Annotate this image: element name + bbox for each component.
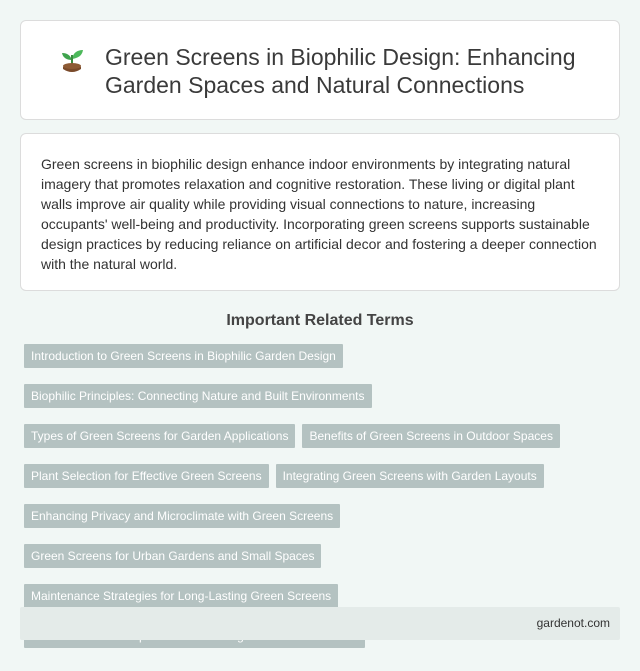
- page-title: Green Screens in Biophilic Design: Enhancing Garden Spaces and Natural Connections: [105, 44, 576, 98]
- description-text: Green screens in biophilic design enhance indoor environments by integrating natural imagery that promotes relaxation and cognitive restoration. These living or digital plant walls improve air quality while providing visual connections to nature, increasing occupants' well-being and productivity. Incorporating green screens supports sustainable design practices by reducing reliance on artificial decor and fostering a deeper connection with the natural world.: [41, 156, 597, 272]
- related-term-tag[interactable]: Green Screens for Urban Gardens and Small Spaces: [24, 544, 321, 568]
- seedling-icon: [59, 45, 85, 75]
- header: [59, 43, 599, 99]
- related-term-tag[interactable]: Maintenance Strategies for Long-Lasting Green Screens: [24, 584, 338, 608]
- related-term-tag[interactable]: Enhancing Privacy and Microclimate with Green Screens: [24, 504, 340, 528]
- footer-site-link[interactable]: gardenot.com: [536, 616, 610, 630]
- description-card: [20, 133, 620, 291]
- related-term-tag[interactable]: Biophilic Principles: Connecting Nature and Built Environments: [24, 384, 372, 408]
- related-term-tag[interactable]: Introduction to Green Screens in Biophilic Garden Design: [24, 344, 343, 368]
- related-terms-list: [24, 344, 614, 648]
- footer: [20, 607, 620, 640]
- related-term-tag[interactable]: Plant Selection for Effective Green Screens: [24, 464, 269, 488]
- related-term-tag[interactable]: Integrating Green Screens with Garden Layouts: [276, 464, 544, 488]
- header-card: [20, 20, 620, 120]
- related-term-tag[interactable]: Benefits of Green Screens in Outdoor Spaces: [302, 424, 559, 448]
- related-terms-heading: Important Related Terms: [226, 312, 414, 329]
- related-term-tag[interactable]: Types of Green Screens for Garden Applications: [24, 424, 295, 448]
